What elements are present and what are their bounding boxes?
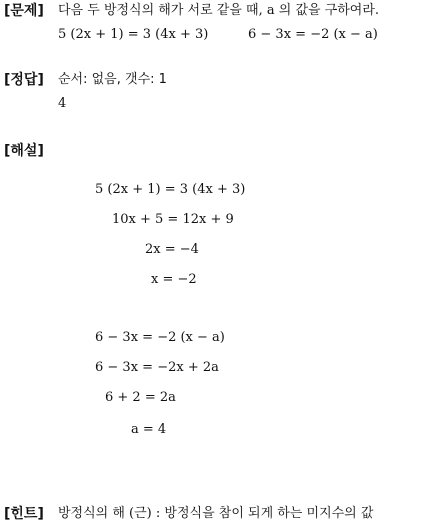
hint-label: [힌트] [4, 506, 44, 522]
answer-meta: 순서: 없음, 갯수: 1 [58, 72, 167, 87]
solution-step-b3: 6 + 2 = 2a [105, 390, 176, 405]
solution-step-a2: 10x + 5 = 12x + 9 [112, 212, 234, 227]
solution-label: [해설] [4, 143, 44, 159]
solution-step-b4: a = 4 [131, 422, 167, 437]
answer-label: [정답] [4, 72, 44, 88]
problem-text: 다음 두 방정식의 해가 서로 같을 때, a 의 값을 구하여라. [58, 3, 380, 18]
solution-step-a3: 2x = −4 [145, 242, 199, 257]
solution-step-a1: 5 (2x + 1) = 3 (4x + 3) [95, 182, 246, 197]
solution-step-b1: 6 − 3x = −2 (x − a) [95, 330, 225, 345]
problem-equation-2: 6 − 3x = −2 (x − a) [248, 27, 378, 42]
solution-step-a4: x = −2 [151, 272, 197, 287]
problem-label: [문제] [4, 3, 44, 19]
hint-text: 방정식의 해 (근) : 방정식을 참이 되게 하는 미지수의 값 [58, 506, 374, 521]
solution-step-b2: 6 − 3x = −2x + 2a [95, 360, 219, 375]
answer-value: 4 [58, 96, 67, 111]
problem-equation-1: 5 (2x + 1) = 3 (4x + 3) [58, 27, 209, 42]
